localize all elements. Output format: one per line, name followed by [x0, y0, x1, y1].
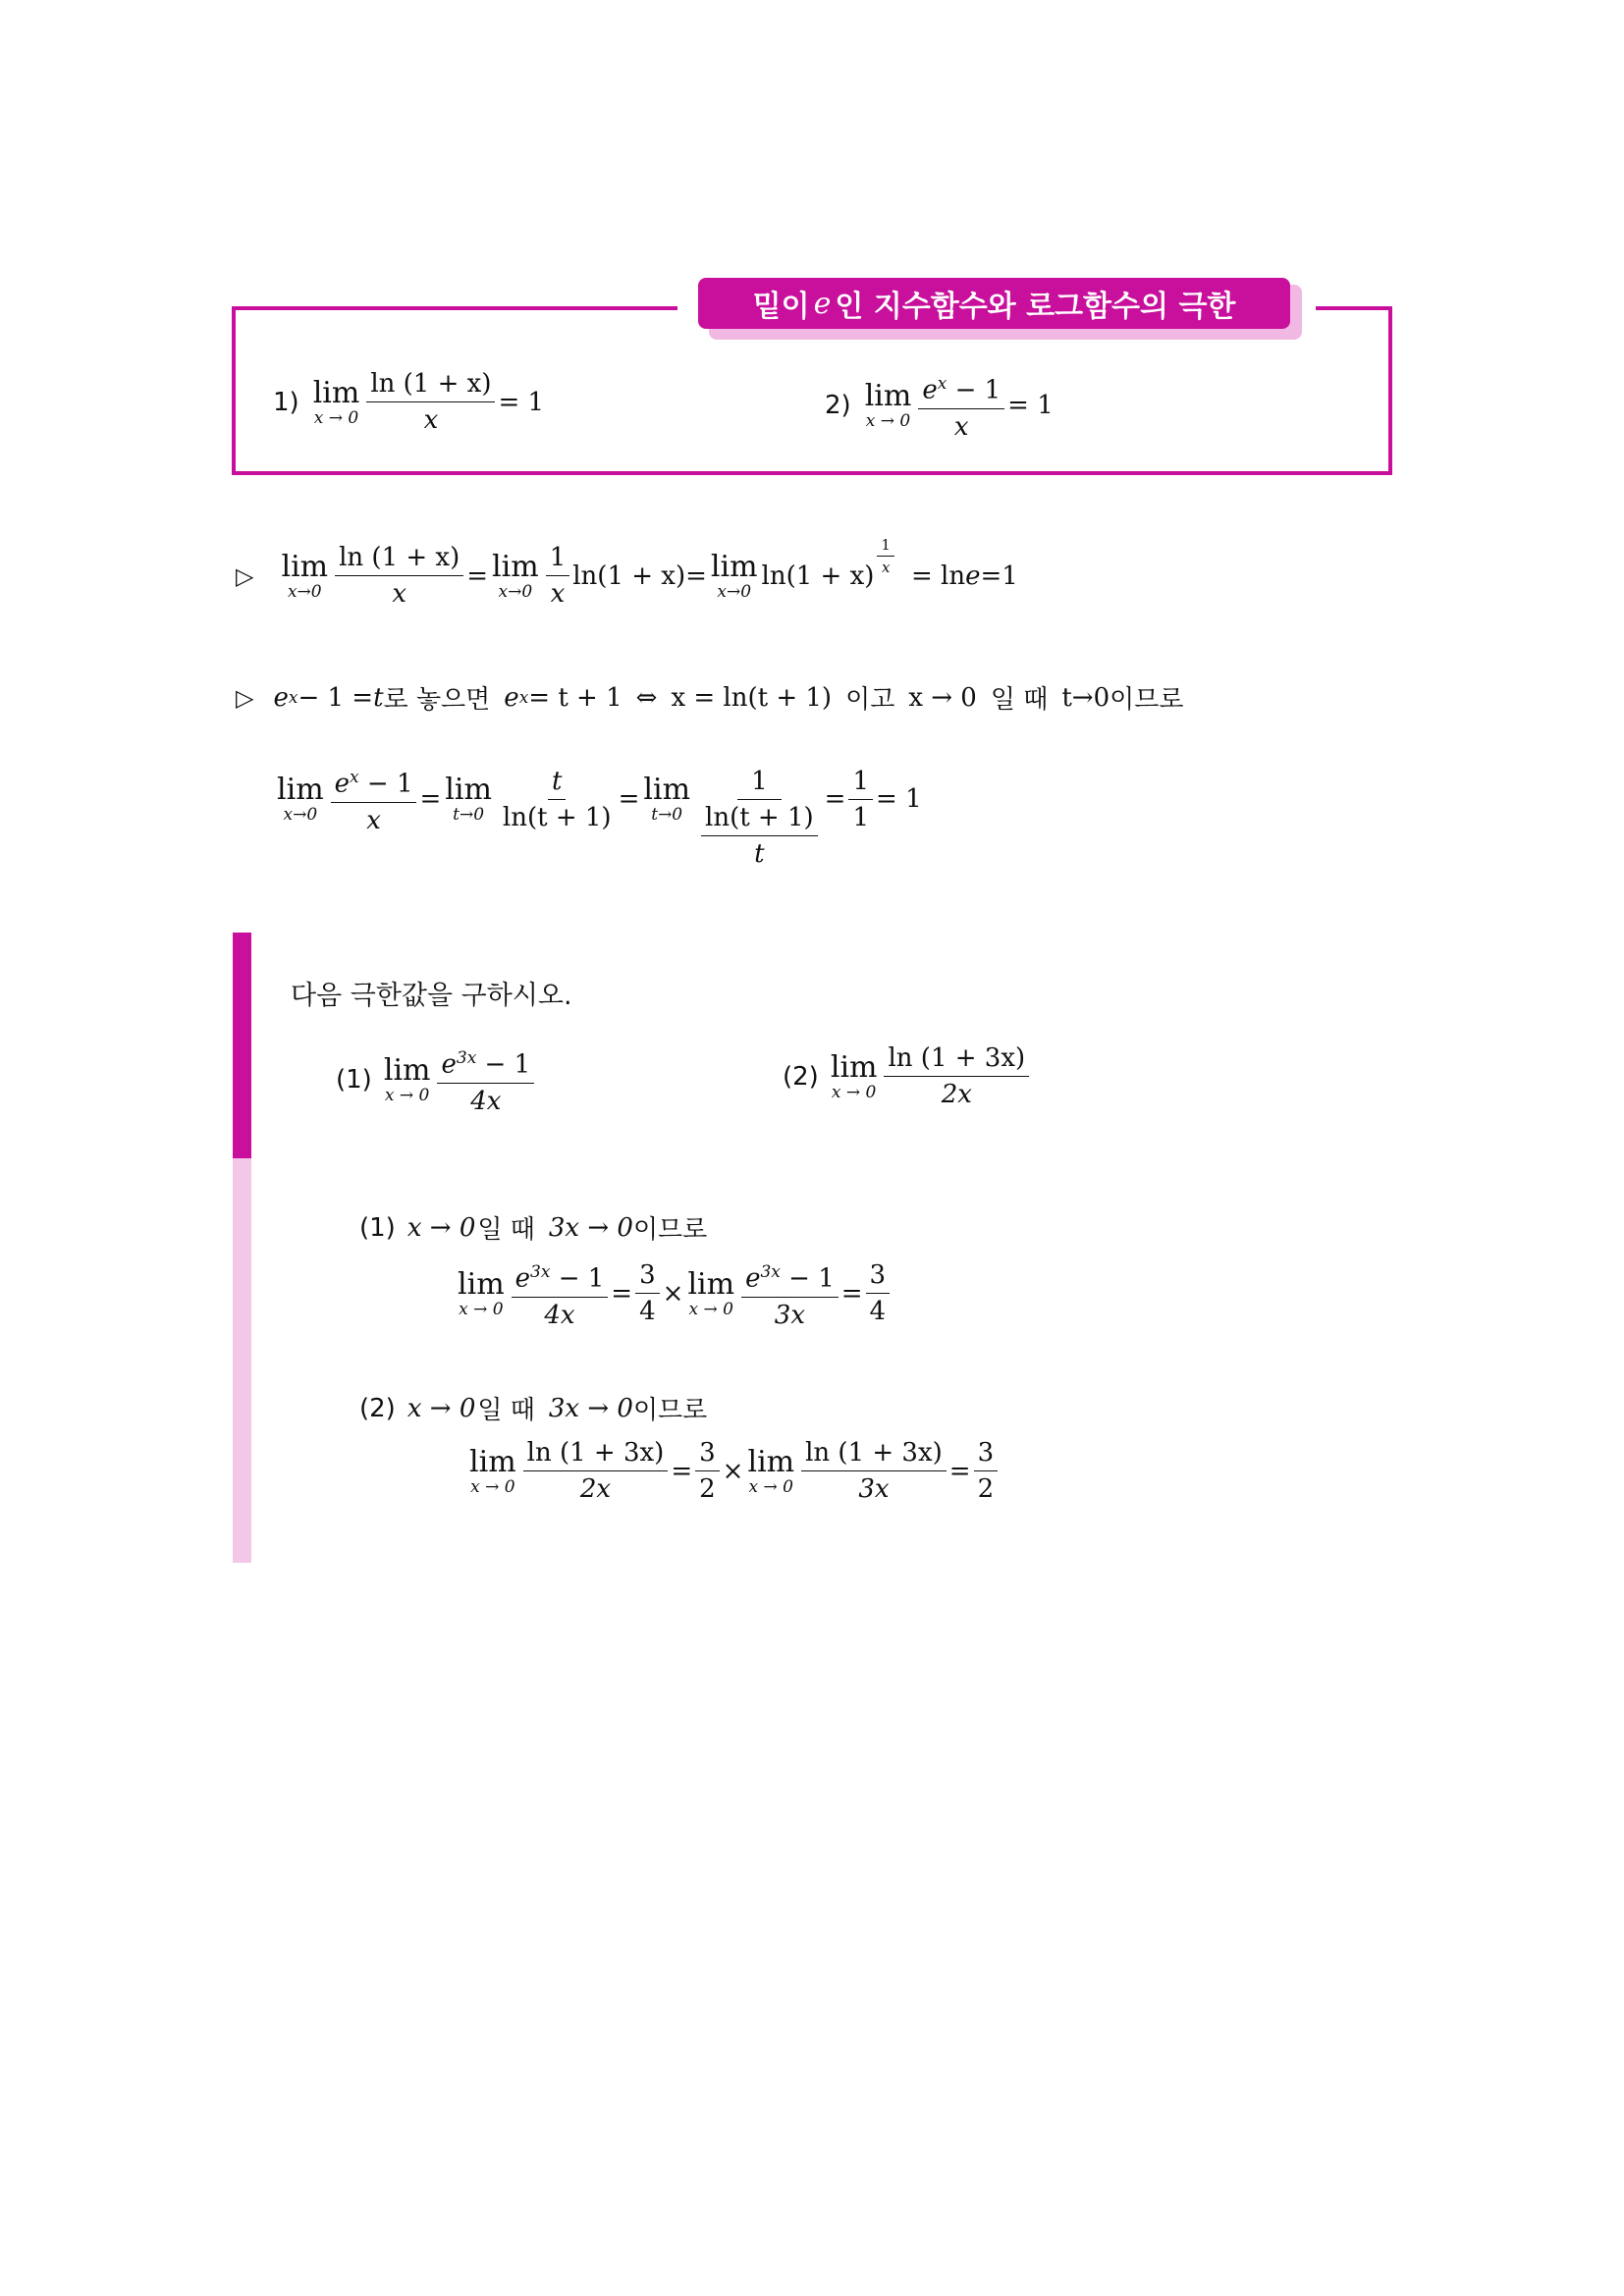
limit: lim x→0 [281, 549, 329, 602]
formula-1 [273, 368, 544, 436]
fraction: $\frac{\ln (1 + x)}{x}$ [335, 542, 463, 610]
triangle-marker-icon: ▷ [236, 683, 254, 712]
limit: lim x → 0 [830, 1049, 878, 1102]
limit: lim x → 0 [458, 1266, 505, 1319]
formula-1-label: 1) [273, 387, 299, 417]
equals: = [685, 561, 707, 591]
limit: lim x → 0 [469, 1444, 516, 1497]
fraction: $\frac{e^{3x} - 1}{4x}$ [512, 1256, 609, 1331]
limit [864, 378, 912, 431]
result: =1 [980, 561, 1018, 591]
question-2: (2) lim x → 0 $\frac{\ln (1 + 3x)}{2x}$ [783, 1042, 1032, 1110]
equals: = [466, 561, 489, 591]
solution-2-equation: lim x → 0 $\frac{\ln (1 + 3x)}{2x}$ = $\frac{3}{2}$ × lim x → 0 $\frac{\ln (1 + 3x)}{3x}$ = $\frac{3}{2}$ [465, 1437, 1001, 1505]
fraction: $\frac{\ln (1 + 3x)}{3x}$ [801, 1437, 947, 1505]
fraction [918, 368, 1004, 443]
fraction: $\frac{\ln (1 + 3x)}{2x}$ [523, 1437, 669, 1505]
lim-sub: x → 0 [313, 407, 359, 428]
question-1: (1) lim x → 0 $\frac{e^{3x} - 1}{4x}$ [336, 1042, 537, 1117]
limit: lim x → 0 [747, 1444, 795, 1497]
rhs: = 1 [498, 387, 545, 417]
exercise-prompt: 다음 극한값을 구하시오. [291, 981, 572, 1011]
e-symbol: e [965, 561, 981, 591]
term: ln(1 + x) [572, 561, 686, 591]
solution-bar [233, 1158, 251, 1563]
fraction: $\frac{3}{2}$ [974, 1437, 999, 1505]
limit: lim x → 0 [383, 1052, 431, 1105]
fraction: $\frac{3}{2}$ [695, 1437, 720, 1505]
term: ln(1 + x) [761, 561, 875, 591]
fraction: $\frac{1}{1}$ [848, 766, 873, 833]
proof-2-line: ▷ e x − 1 = t 로 놓으면 e x = t + 1 ⇔ x = ln(t + 1) 이고 x → 0 일 때 t→0 이므로 [236, 682, 1184, 715]
solution-2-condition: (2) x → 0 일 때 3x → 0 이므로 [359, 1393, 708, 1425]
fraction: $\frac{t}{\ln(t + 1)}$ [502, 766, 612, 832]
proof-1 [236, 536, 1018, 610]
formula-2-label: 2) [825, 390, 851, 420]
numerator: $e^x - 1$ [918, 368, 1004, 409]
title-post: 인 지수함수와 로그함수의 극한 [835, 290, 1236, 324]
equals: = ln [910, 561, 966, 591]
lim-word: lim [312, 375, 360, 410]
limit: lim t→0 [643, 773, 691, 825]
triangle-marker-icon: ▷ [236, 561, 254, 590]
fraction: $\frac{e^x - 1}{x}$ [331, 762, 417, 836]
limit: lim x → 0 [687, 1266, 735, 1319]
solution-1-equation: lim x → 0 $\frac{e^{3x} - 1}{4x}$ = $\frac{3}{4}$ × lim x → 0 $\frac{e^{3x} - 1}{3x}$ = $\frac{3}{4}$ [454, 1256, 893, 1331]
lim-word: lim [864, 378, 912, 413]
exponent-fraction: $\frac{1}{x}$ [877, 536, 894, 576]
numerator: ln (1 + x) [366, 368, 495, 402]
fraction [366, 368, 495, 436]
exercise-bar [233, 933, 251, 1158]
title-e: e [813, 286, 832, 321]
fraction: $\frac{3}{4}$ [635, 1259, 660, 1327]
fraction: $\frac{\ln (1 + 3x)}{2x}$ [884, 1042, 1029, 1110]
denominator: x [953, 411, 969, 442]
limit: lim x→0 [710, 549, 758, 602]
formula-2 [825, 368, 1054, 443]
fraction: $\frac{3}{4}$ [866, 1259, 891, 1327]
limit: lim x→0 [492, 549, 539, 602]
lim-sub: x → 0 [865, 410, 911, 431]
proof-2-equation: lim x→0 $\frac{e^x - 1}{x}$ = lim t→0 $\frac{t}{\ln(t + 1)}$ = lim t→0 $\frac{1}{\frac{\ln(t + 1)}{t}}$ = $\frac{1}{1}$ = 1 [273, 728, 922, 870]
rhs: = 1 [1007, 390, 1054, 420]
denominator: x [423, 405, 439, 435]
limit: lim t→0 [445, 773, 492, 825]
fraction: $\frac{1}{x}$ [546, 542, 570, 610]
complex-fraction: $\frac{1}{\frac{\ln(t + 1)}{t}}$ [697, 766, 822, 870]
limit: lim x→0 [277, 773, 324, 825]
section-title [698, 278, 1290, 329]
fraction: $\frac{e^{3x} - 1}{4x}$ [437, 1042, 534, 1117]
title-pre: 밑이 [752, 290, 810, 324]
solution-1-condition: (1) x → 0 일 때 3x → 0 이므로 [359, 1212, 708, 1245]
fraction: $\frac{e^{3x} - 1}{3x}$ [741, 1256, 839, 1331]
limit [312, 375, 360, 428]
